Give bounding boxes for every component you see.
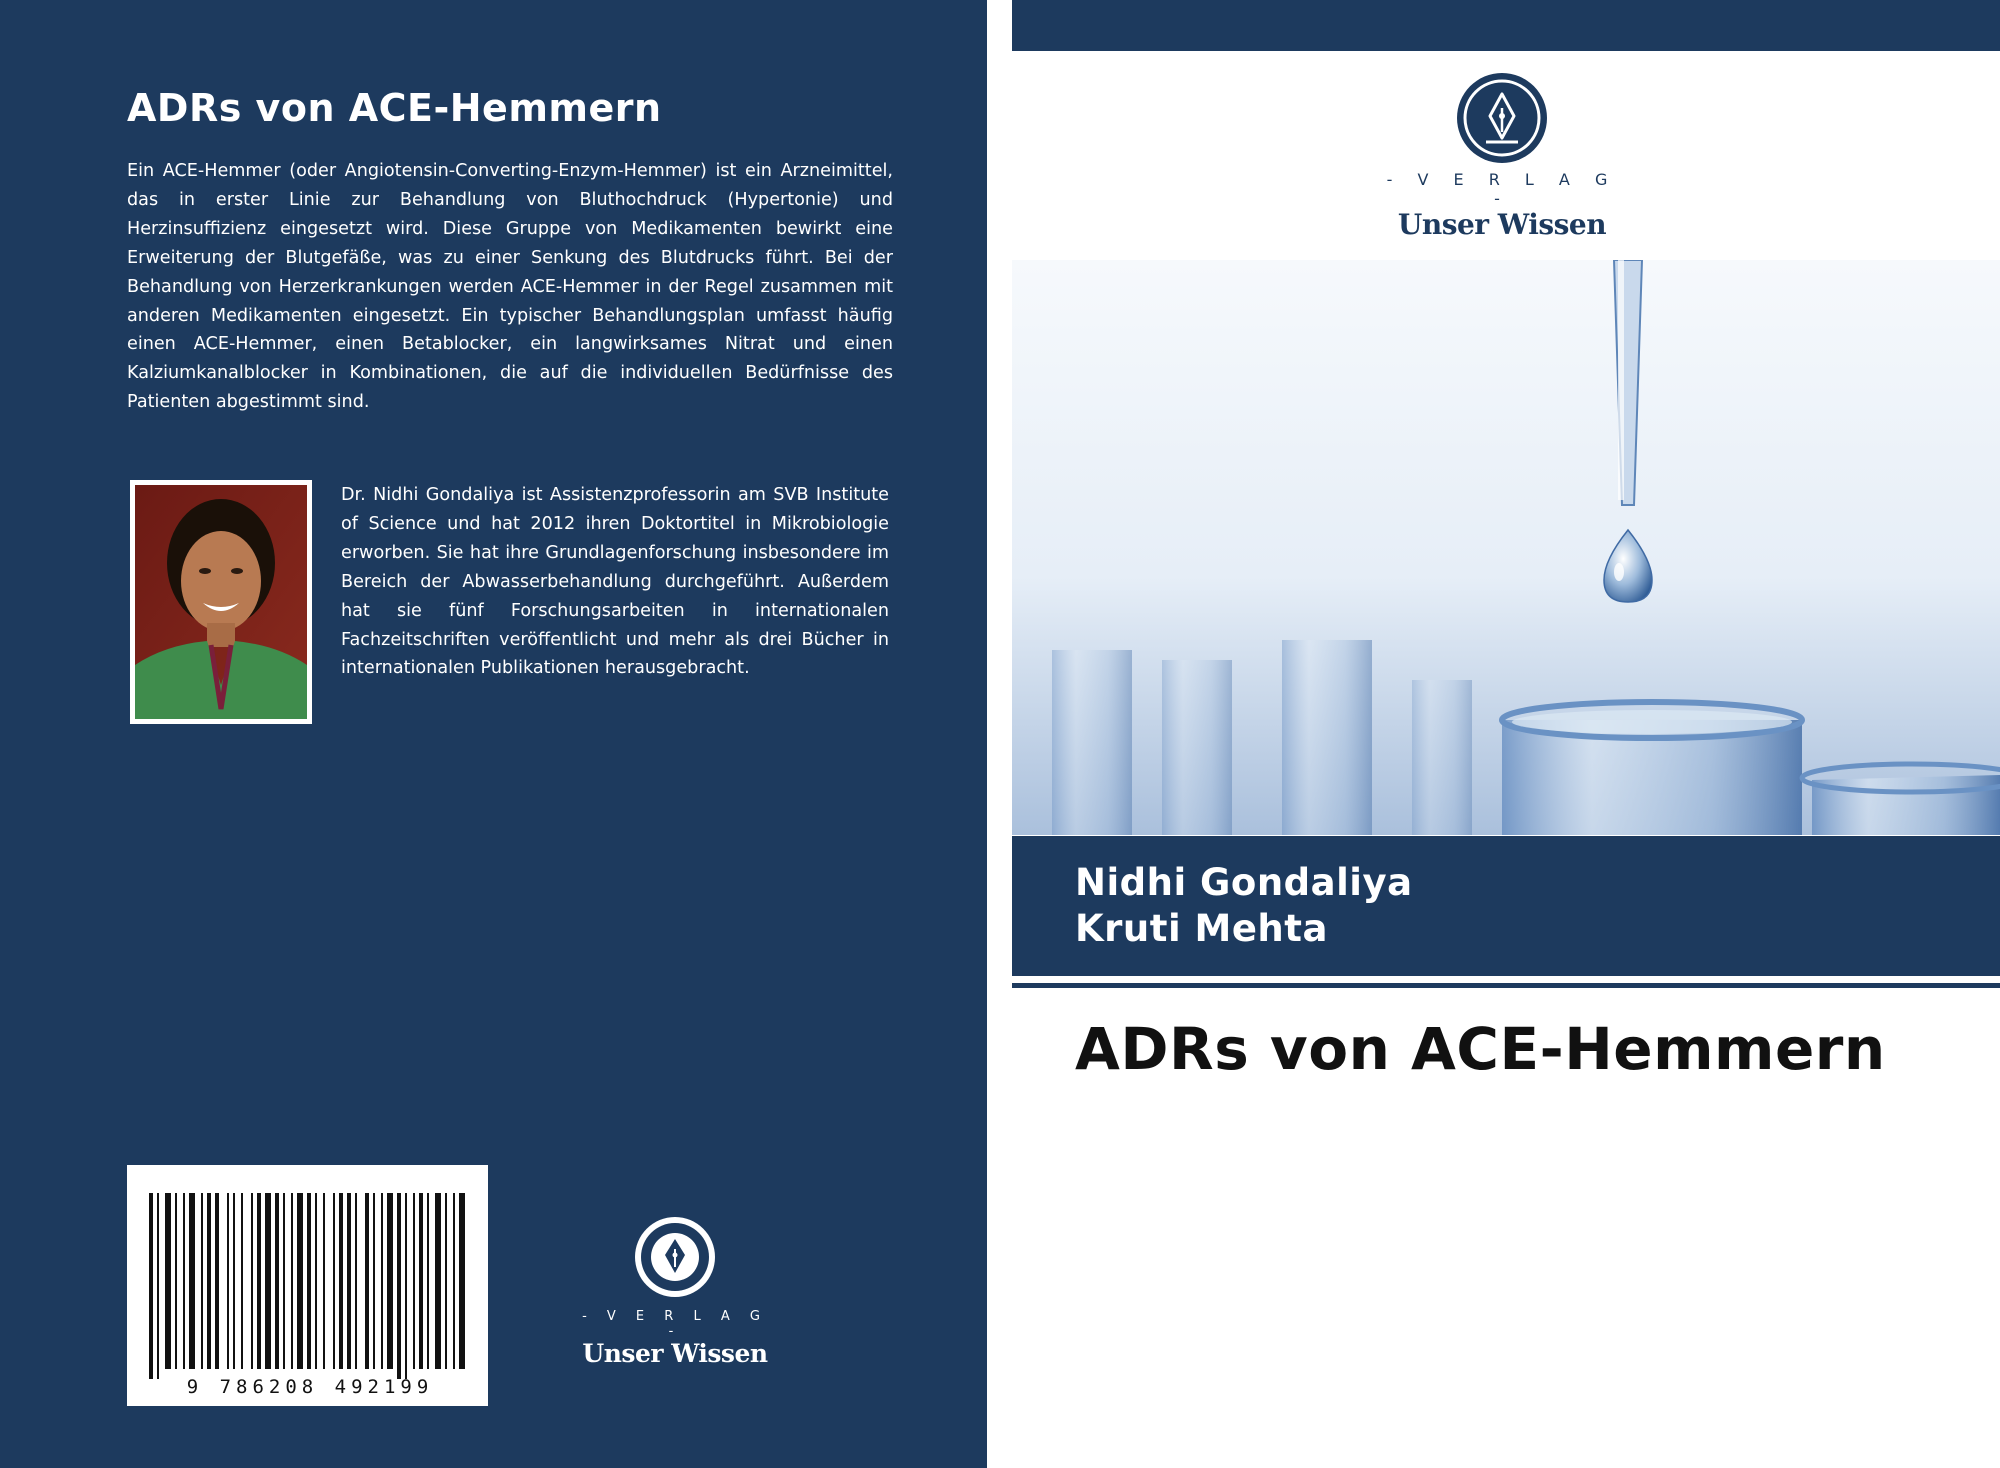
barcode-bar — [201, 1193, 203, 1369]
front-verlag-label: - V E R L A G - — [1386, 170, 1618, 208]
fountain-pen-nib-icon — [1456, 72, 1548, 164]
barcode-bar — [283, 1193, 285, 1369]
barcode-bar — [427, 1193, 429, 1369]
barcode-bar — [189, 1193, 195, 1369]
barcode-bar — [157, 1193, 159, 1379]
laboratory-pipette-image — [1012, 260, 2000, 835]
front-publisher-logo — [1372, 72, 1632, 241]
author-name-2: Kruti Mehta — [1075, 907, 1328, 950]
barcode-bar — [381, 1193, 383, 1369]
barcode-bar — [435, 1193, 441, 1369]
barcode-bar — [373, 1193, 375, 1369]
barcode-bar — [355, 1193, 357, 1369]
fountain-pen-nib-icon — [633, 1215, 717, 1299]
barcode-bar — [333, 1193, 335, 1369]
barcode-bar — [207, 1193, 211, 1369]
barcode-bar — [445, 1193, 447, 1369]
divider-line — [1012, 983, 2000, 988]
front-cover-title: ADRs von ACE-Hemmern — [1075, 1015, 1886, 1083]
barcode — [127, 1165, 488, 1406]
barcode-bar — [291, 1193, 293, 1369]
barcode-bar — [183, 1193, 185, 1369]
author-band — [1012, 836, 2000, 976]
barcode-bar — [323, 1193, 325, 1369]
back-publisher-logo — [580, 1215, 770, 1368]
barcode-bar — [251, 1193, 253, 1369]
barcode-bar — [307, 1193, 311, 1369]
barcode-bar — [265, 1193, 271, 1369]
back-cover — [0, 0, 987, 1468]
barcode-bar — [339, 1193, 343, 1369]
isbn-number: 9 786208 492199 — [186, 1376, 434, 1398]
barcode-bar — [297, 1193, 303, 1369]
barcode-bar — [149, 1193, 153, 1379]
barcode-bar — [215, 1193, 219, 1369]
author-photo — [130, 480, 312, 724]
barcode-bar — [275, 1193, 279, 1369]
barcode-bar — [387, 1193, 393, 1369]
author-name-1: Nidhi Gondaliya — [1075, 861, 1413, 904]
front-publisher-name: Unser Wissen — [1397, 208, 1607, 241]
barcode-bar — [347, 1193, 351, 1369]
back-verlag-label: - V E R L A G - — [582, 1309, 768, 1339]
barcode-bar — [233, 1193, 235, 1369]
barcode-bar — [405, 1193, 407, 1379]
barcode-bar — [257, 1193, 261, 1369]
top-bar — [1012, 0, 2000, 51]
author-bio: Dr. Nidhi Gondaliya ist Assistenzprofessorin am SVB Institute of Science und hat 2012 ihren Doktortitel in Mikrobiologie erworben. Sie hat ihre Grundlagenforschung insbesondere im Bereich der Abwasserbehandlung durchgeführt. Außerdem hat sie fünf Forschungsarbeiten in internationalen Fachzeitschriften veröffentlicht und mehr als drei Bücher in internationalen Publikationen herausgebracht. — [341, 485, 889, 679]
barcode-bar — [397, 1193, 401, 1379]
barcode-bar — [175, 1193, 177, 1369]
barcode-bar — [413, 1193, 415, 1369]
barcode-bar — [315, 1193, 317, 1369]
barcode-bar — [453, 1193, 455, 1369]
back-cover-title: ADRs von ACE-Hemmern — [127, 86, 662, 130]
barcode-bar — [365, 1193, 369, 1369]
barcode-bar — [459, 1193, 465, 1369]
barcode-bar — [227, 1193, 229, 1369]
back-publisher-name: Unser Wissen — [582, 1339, 768, 1368]
barcode-bar — [241, 1193, 243, 1369]
barcode-bar — [419, 1193, 423, 1369]
front-cover — [1012, 0, 2000, 1468]
book-description: Ein ACE-Hemmer (oder Angiotensin-Converting-Enzym-Hemmer) ist ein Arzneimittel, das in erster Linie zur Behandlung von Bluthochdruck (Hypertonie) und Herzinsuffizienz eingesetzt wird. Diese Gruppe von Medikamenten bewirkt eine Erweiterung der Blutgefäße, was zu einer Senkung des Blutdrucks führt. Bei der Behandlung von Herzerkrankungen werden ACE-Hemmer in der Regel zusammen mit anderen Medikamenten eingesetzt. Ein typischer Behandlungsplan umfasst häufig einen ACE-Hemmer, einen Betablocker, ein langwirksames Nitrat und einen Kalziumkanalblocker in Kombinationen, die auf die individuellen Bedürfnisse des Patienten abgestimmt sind. — [127, 161, 893, 413]
barcode-bar — [165, 1193, 171, 1369]
